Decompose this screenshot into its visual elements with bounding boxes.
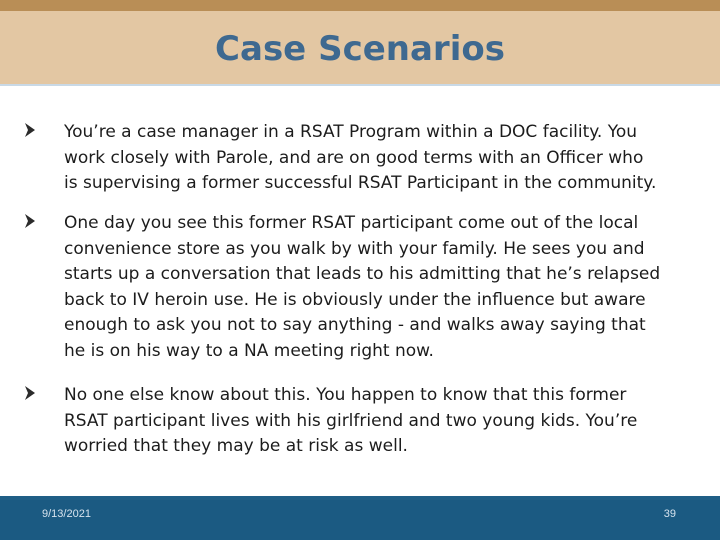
footer-page-number: 39 <box>663 508 676 520</box>
footer-date: 9/13/2021 <box>42 508 91 520</box>
arrowhead-bullet-icon <box>24 122 36 138</box>
title-divider <box>0 84 720 86</box>
footer-inner-bar <box>0 500 720 540</box>
arrowhead-bullet-icon <box>24 385 36 401</box>
bullet-text: You’re a case manager in a RSAT Program within a DOC facility. You work closely with Parole, and are on good terms with an Officer who is supervising a former successful RSAT Participant in the community. <box>64 122 657 193</box>
bullet-text: No one else know about this. You happen to know that this former RSAT participant lives with his girlfriend and two young kids. You’re worried that they may be at risk as well. <box>64 385 638 456</box>
bullet-text: One day you see this former RSAT participant come out of the local convenience store as you walk by with your family. He sees you and starts up a conversation that leads to his admitting that he’s relapsed back to IV heroin use. He is obviously under the influence but aware enough to ask you not to say anything - and walks away saying that he is on his way to a NA meeting right now. <box>64 213 661 361</box>
arrowhead-bullet-icon <box>24 213 36 229</box>
title-band <box>0 11 720 84</box>
slide-title: Case Scenarios <box>215 29 505 69</box>
top-accent-stripe <box>0 0 720 11</box>
